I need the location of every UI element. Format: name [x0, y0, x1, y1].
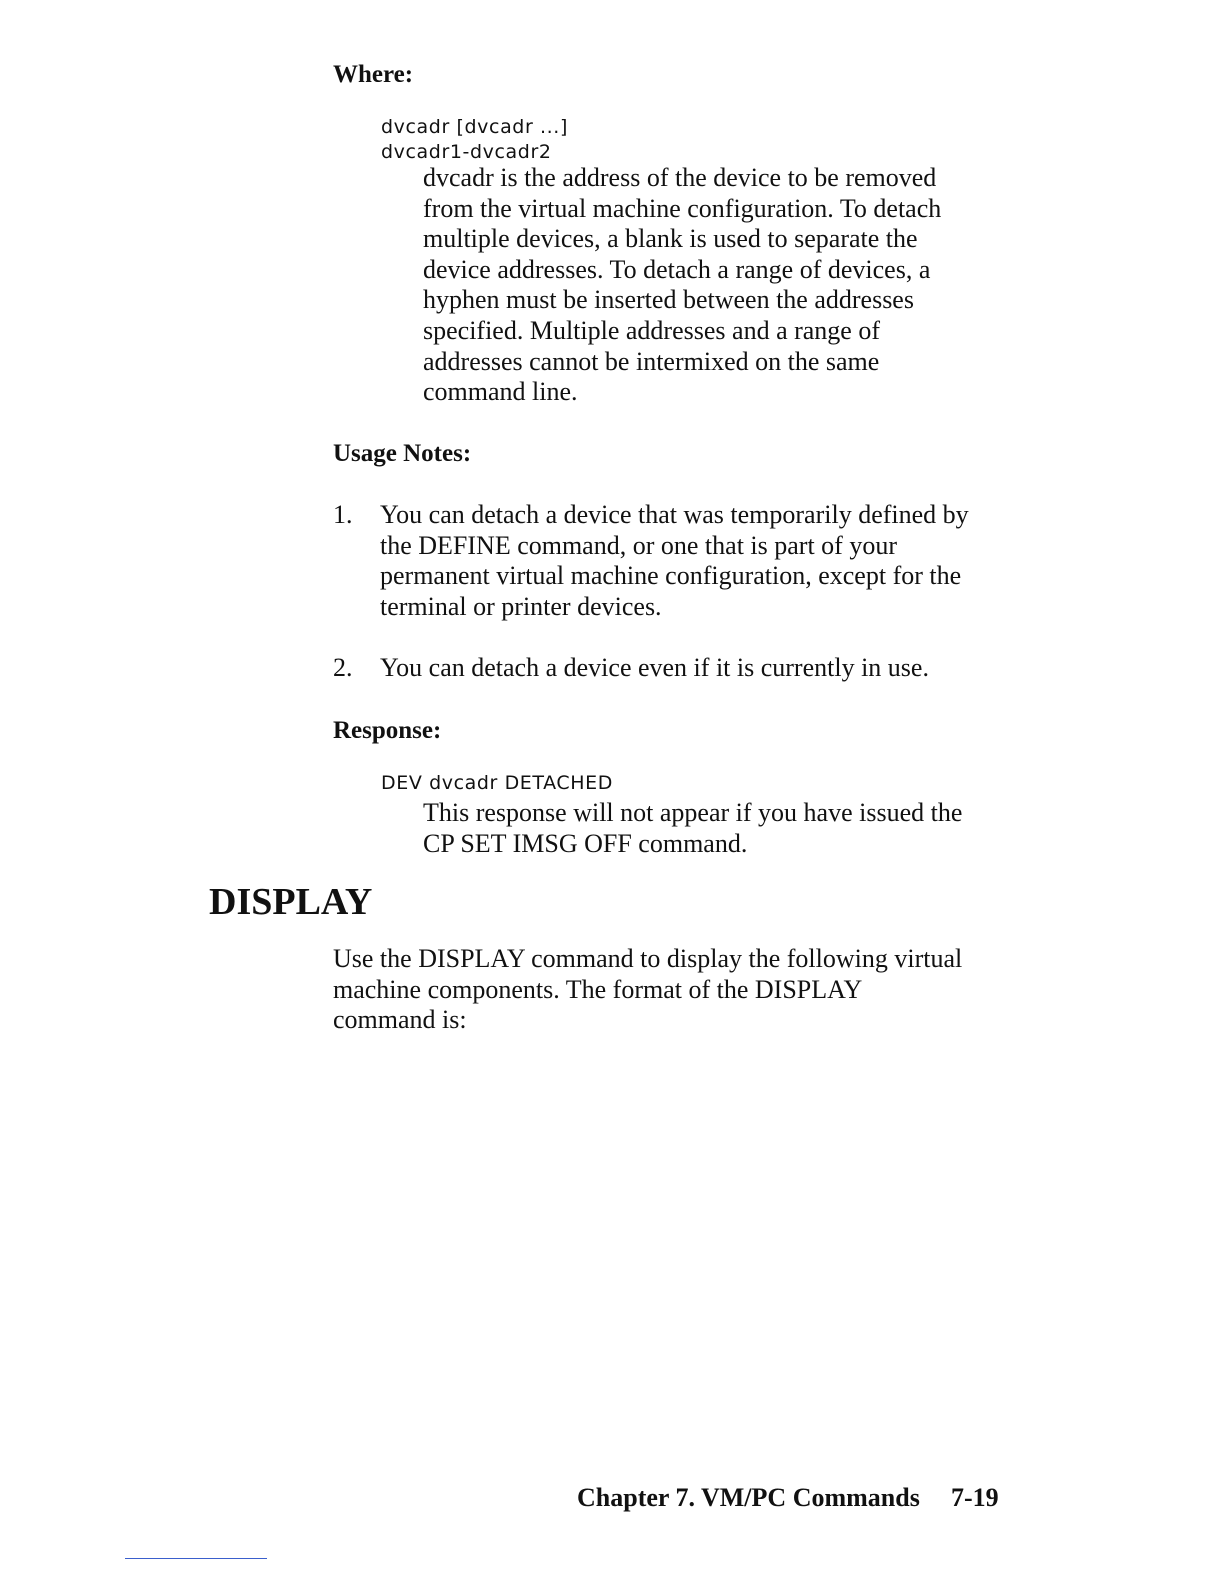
footer-page-number: 7-19 [951, 1483, 999, 1512]
note-line: permanent virtual machine configuration, except for the [380, 561, 962, 591]
response-line: This response will not appear if you have issued the [423, 798, 963, 827]
where-description [423, 163, 941, 408]
note-line: terminal or printer devices. [380, 591, 662, 621]
response-heading: Response: [333, 717, 442, 744]
note-number: 1. [333, 500, 353, 529]
note-text [380, 653, 929, 684]
note-line: the DEFINE command, or one that is part of your [380, 530, 897, 560]
response-description [423, 798, 962, 859]
syntax-line: dvcadr1-dvcadr2 [381, 141, 552, 163]
description-line: dvcadr is the address of the device to be removed [423, 163, 937, 192]
description-line: addresses cannot be intermixed on the same [423, 346, 880, 376]
intro-line: command is: [333, 1005, 467, 1035]
footer-rule [125, 1558, 267, 1559]
description-line: from the virtual machine configuration. To detach [423, 193, 942, 223]
description-line: specified. Multiple addresses and a range of [423, 315, 881, 345]
intro-line: machine components. The format of the DISPLAY [333, 974, 863, 1004]
note-number: 2. [333, 653, 353, 682]
note-line: You can detach a device that was temporarily defined by [380, 500, 969, 529]
description-line: device addresses. To detach a range of devices, a [423, 254, 931, 284]
response-message: DEV dvcadr DETACHED [381, 772, 613, 794]
note-line: You can detach a device even if it is currently in use. [380, 653, 929, 682]
description-line: multiple devices, a blank is used to separate the [423, 224, 918, 254]
where-heading: Where: [333, 61, 414, 88]
intro-line: Use the DISPLAY command to display the following virtual [333, 944, 963, 973]
note-text [380, 500, 969, 622]
description-line: hyphen must be inserted between the addresses [423, 285, 914, 315]
usage-notes-heading: Usage Notes: [333, 440, 472, 467]
description-line: command line. [423, 377, 578, 407]
section-title: DISPLAY [209, 881, 373, 923]
footer-chapter: Chapter 7. VM/PC Commands [577, 1483, 920, 1512]
display-intro [333, 944, 962, 1036]
where-syntax [381, 115, 568, 165]
syntax-line: dvcadr [dvcadr ...] [381, 116, 568, 138]
response-line: CP SET IMSG OFF command. [423, 828, 748, 858]
